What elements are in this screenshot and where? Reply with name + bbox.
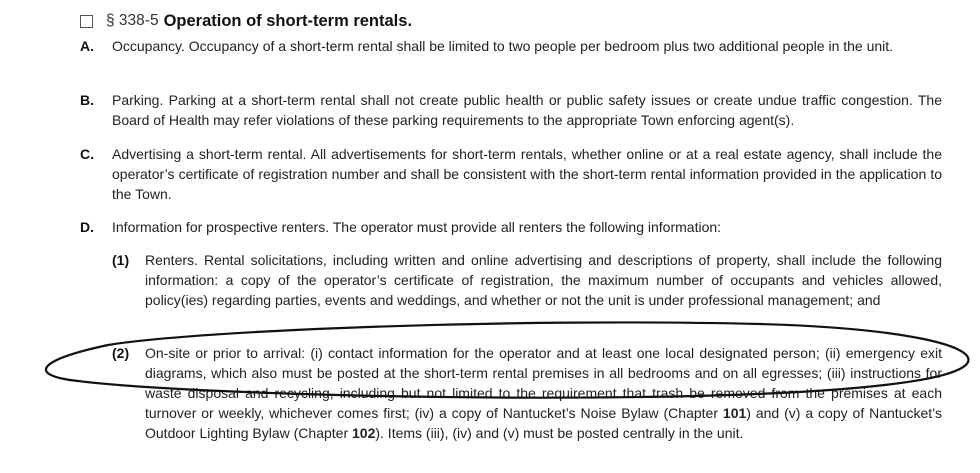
item-marker: D. <box>80 219 94 235</box>
section-title: Operation of short-term rentals. <box>163 11 413 30</box>
sub-item-text-part2: ) and (v) a copy of Nantucket’s Outdoor Lighting Bylaw (Chapter <box>145 405 943 441</box>
item-marker: C. <box>80 146 94 162</box>
item-marker: A. <box>80 38 94 54</box>
sub-item-text <box>145 343 942 443</box>
chapter-number-lighting: 102 <box>352 425 376 441</box>
sub-item-text-part3: ). Items (iii), (iv) and (v) must be posted centrally in the unit. <box>375 425 744 441</box>
section-number: § 338-5 <box>106 12 159 29</box>
sub-item-text: Renters. Rental solicitations, including written and online advertising and descriptions of property, shall include the following information: a copy of the operator’s certificate of registration, the maximum number of occupants and vehicles allowed, policy(ies) regarding parties, events and weddings, and whether or not the unit is under professional management; and <box>145 252 942 308</box>
item-text: Information for prospective renters. The operator must provide all renters the following information: <box>112 219 722 235</box>
section-heading <box>80 10 412 32</box>
item-text: Parking. Parking at a short-term rental shall not create public health or public safety issues or create undue traffic congestion. The Board of Health may refer violations of these parking requirements to the appropriate Town enforcing agent(s). <box>112 92 942 128</box>
chapter-number-noise: 101 <box>722 405 747 421</box>
sub-item-text-part1: On-site or prior to arrival: (i) contact information for the operator and at least one local designated person; (ii) emergency exit diagrams, which also must be posted at the short-term rental premises in all bedrooms and on all egresses; (iii) instructions for waste disposal and recycling, including but not limited to the requirement that trash be removed from the premises at each turnover or weekly, whichever comes first; (iv) a copy of Nantucket’s Noise Bylaw (Chapter <box>145 345 942 421</box>
item-text: Advertising a short-term rental. All advertisements for short-term rentals, whether online or at a real estate agency, shall include the operator’s certificate of registration number and shall be consistent with the short-term rental information provided in the application to the Town. <box>112 146 942 202</box>
section-checkbox[interactable] <box>80 15 93 28</box>
sub-item-marker: (1) <box>112 252 130 268</box>
item-text: Occupancy. Occupancy of a short-term rental shall be limited to two people per bedroom plus two additional people in the unit. <box>112 38 894 54</box>
sub-item-marker: (2) <box>112 345 130 361</box>
item-marker: B. <box>80 92 94 108</box>
